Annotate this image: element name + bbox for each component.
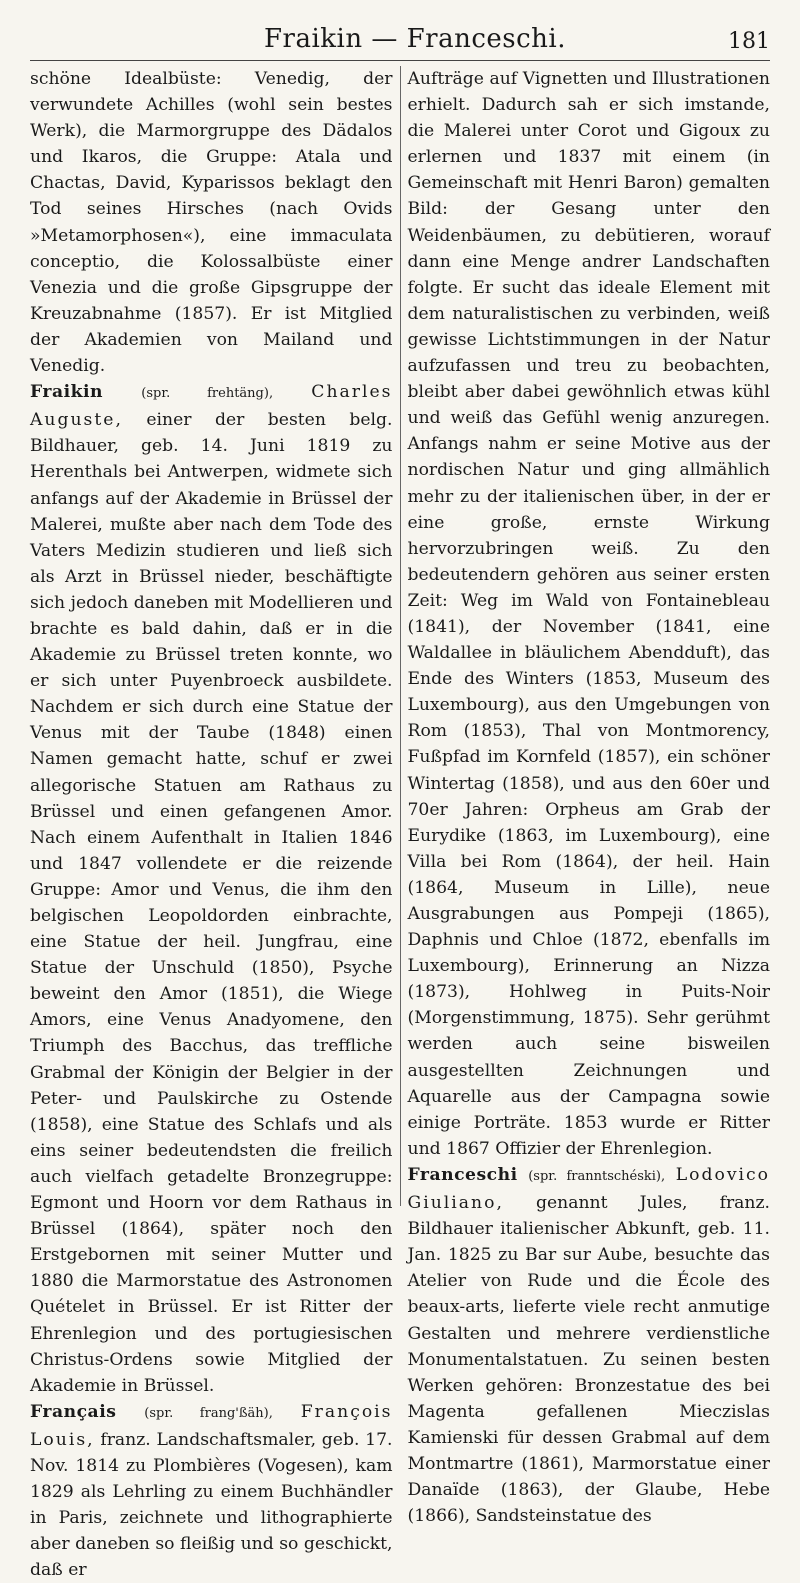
text-columns: [30, 66, 771, 1581]
entry-lemma: Franceschi: [407, 1164, 518, 1185]
running-head: Fraikin — Franceschi.: [263, 24, 567, 54]
entry-pronunciation: (spr. frang'ßäh),: [144, 1405, 273, 1421]
entry-pronunciation: (spr. franntschéski),: [528, 1168, 666, 1184]
entry-text: genannt Jules, franz. Bildhauer italienischer Abkunft, geb. 11. Jan. 1825 zu Bar sur Aube, besuchte das Atelier von Rude und die École des beaux-arts, lieferte viele recht anmutige Gestalten und mehrere verdienstliche Monumentalstatuen. Zu seinen besten Werken gehören: Bronzestatue des bei Magenta gefallenen Mieczislas Kamienski für dessen Grabmal auf dem Montmartre (1861), Marmorstatue einer Danaïde (1863), der Glaube, Hebe (1866), Sandsteinstatue des: [407, 1193, 770, 1527]
entry-lemma: Français: [30, 1401, 117, 1422]
continuation-paragraph: Aufträge auf Vignetten und Illustrationen erhielt. Dadurch sah er sich imstande, die Malerei unter Corot und Gigoux zu erlernen und 1837 mit einem (in Gemeinschaft mit Henri Baron) gemalten Bild: der Gesang unter den Weidenbäumen, zu debütieren, worauf dann eine Menge andrer Landschaften folgte. Er sucht das ideale Element mit dem naturalistischen zu verbinden, weiß gewisse Lichtstimmungen in der Natur aufzufassen und treu zu beobachten, bleibt aber dabei gewöhnlich etwas kühl und weiß das Gefühl wenig anzuregen. Anfangs nahm er seine Motive aus der nordischen Natur und ging allmählich mehr zu der italienischen über, in der er eine große, ernste Wirkung hervorzubringen weiß. Zu den bedeutendern gehören aus seiner ersten Zeit: Weg im Wald von Fontainebleau (1841), der November (1841, eine Waldallee in bläulichem Abendduft), das Ende des Winters (1853, Museum des Luxembourg), aus den Umgebungen von Rom (1853), Thal von Montmorency, Fußpfad im Kornfeld (1857), ein schöner Wintertag (1858), und aus den 60er und 70er Jahren: Orpheus am Grab der Eurydike (1863, im Luxembourg), eine Villa bei Rom (1864), der heil. Hain (1864, Museum in Lille), neue Ausgrabungen aus Pompeji (1865), Daphnis und Chloe (1872, ebenfalls im Luxembourg), Erinnerung an Nizza (1873), Hohlweg in Puits-Noir (Morgenstimmung, 1875). Sehr gerühmt werden auch seine bisweilen ausgestellten Zeichnungen und Aquarelle aus der Campagna sowie einige Porträte. 1853 wurde er Ritter und 1867 Offizier der Ehrenlegion.: [407, 69, 770, 1159]
header-rule: [30, 60, 770, 61]
entry-name: Lodovico Giuliano,: [407, 1164, 771, 1214]
entry-fraikin: [30, 379, 393, 1399]
entry-francais: [30, 1399, 393, 1583]
entry-text: franz. Landschaftsmaler, geb. 17. Nov. 1814 zu Plombières (Vogesen), kam 1829 als Lehrling zu einem Buchhändler in Paris, zeichnete und lithographierte aber daneben so fleißig und so geschickt, daß er: [30, 1429, 393, 1581]
left-column: [30, 66, 393, 1581]
entry-franceschi: [408, 1162, 771, 1529]
entry-name: François Louis,: [30, 1401, 393, 1450]
entry-text: einer der besten belg. Bildhauer, geb. 14. Juni 1819 zu Herenthals bei Antwerpen, widmete sich anfangs auf der Akademie in Brüssel der Malerei, mußte aber nach dem Tode des Vaters Medizin studieren und ließ sich als Arzt in Brüssel nieder, beschäftigte sich jedoch daneben mit Modellieren und brachte es bald dahin, daß er in die Akademie zu Brüssel treten konnte, wo er sich unter Puyenbroeck ausbildete. Nachdem er sich durch eine Statue der Venus mit der Taube (1848) einen Namen gemacht hatte, schuf er zwei allegorische Statuen am Rathaus zu Brüssel und einen gefangenen Amor. Nach einem Aufenthalt in Italien 1846 und 1847 vollendete er die reizende Gruppe: Amor und Venus, die ihm den belgischen Leopoldorden einbrachte, eine Statue der heil. Jungfrau, eine Statue der Unschuld (1850), Psyche beweint den Amor (1851), die Wiege Amors, eine Venus Anadyomene, den Triumph des Bacchus, das treffliche Grabmal der Königin der Belgier in der Peter- und Paulskirche zu Ostende (1858), eine Statue des Schlafs und als eins seiner bedeutendsten die freilich auch vielfach getadelte Bronzegruppe: Egmont und Hoorn vor dem Rathaus in Brüssel (1864), später noch den Erstgebornen mit seiner Mutter und 1880 die Marmorstatue des Astronomen Quételet in Brüssel. Er ist Ritter der Ehrenlegion und des portugiesischen Christus-Ordens sowie Mitglied der Akademie in Brüssel.: [30, 410, 393, 1396]
entry-name: Charles Auguste,: [30, 382, 393, 431]
page-number: 181: [728, 29, 770, 54]
entry-lemma: Fraikin: [30, 382, 104, 403]
page-header: [30, 14, 770, 54]
column-divider: [400, 66, 401, 1206]
right-column: [407, 66, 771, 1527]
continuation-paragraph: schöne Idealbüste: Venedig, der verwundete Achilles (wohl sein bestes Werk), die Marmorgruppe des Dädalos und Ikaros, die Gruppe: Atala und Chactas, David, Kyparissos beklagt den Tod seines Hirsches (nach Ovids »Metamorphosen«), eine immaculata conceptio, die Kolossalbüste einer Venezia und die große Gipsgruppe der Kreuzabnahme (1857). Er ist Mitglied der Akademien von Mailand und Venedig.: [30, 69, 393, 377]
entry-pronunciation: (spr. frehtäng),: [141, 386, 274, 402]
